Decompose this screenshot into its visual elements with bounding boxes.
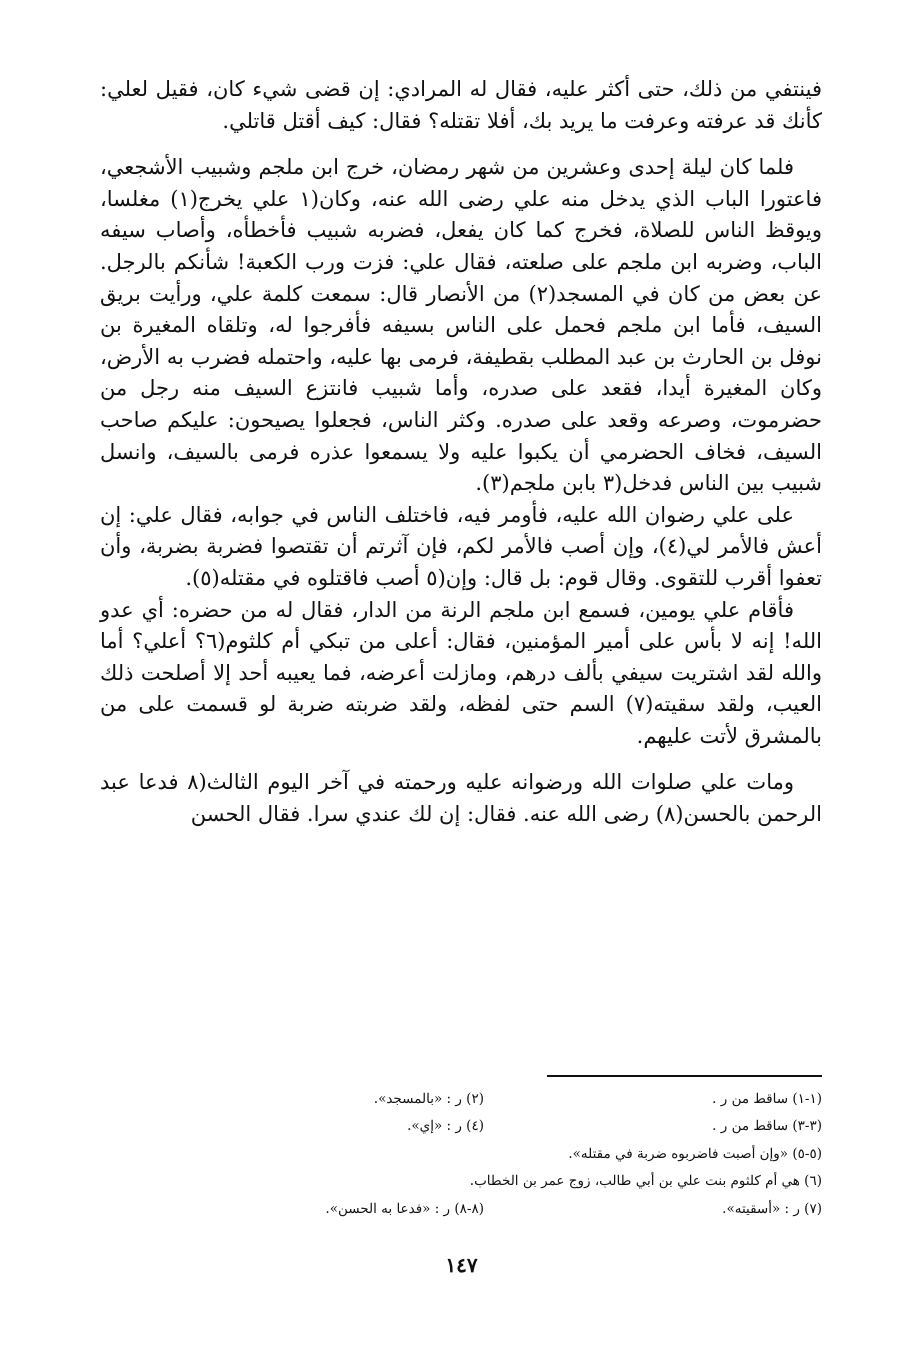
footnote-3-3: (٣-٣) ساقط من ر . [712,1118,822,1135]
footnote-divider [547,1075,822,1077]
footnote-row-2 [100,1113,822,1140]
footnote-8-8: (٨-٨) ر : «فدعا به الحسن». [325,1200,484,1217]
footnote-4: (٤) ر : «إي». [407,1118,484,1135]
footnotes-block [100,1086,822,1223]
paragraph-3: على علي رضوان الله عليه، فأومر فيه، فاختلف الناس في جوابه، فقال علي: إن أعش فالأمر لي(٤)، وإن أصب فالأمر لكم، فإن آثرتم أن تقتصوا فضربة بضربة، وأن تعفوا أقرب للتقوى. وقال قوم: بل قال: وإن(٥ أصب فاقتلوه في مقتله(٥). [100,502,822,590]
footnote-7: (٧) ر : «أسقيته». [722,1200,822,1217]
footnote-6: (٦) هي أم كلثوم بنت علي بن أبي طالب، زوج عمر بن الخطاب. [469,1173,822,1190]
footnote-2: (٢) ر : «بالمسجد». [373,1091,484,1107]
main-text-block [100,74,822,831]
paragraph-5: ومات علي صلوات الله ورضوانه عليه ورحمته في آخر اليوم الثالث(٨ فدعا عبد الرحمن بالحسن(٨) رضى الله عنه. فقال: إن لك عندي سرا. فقال الحسن [100,770,822,827]
page-number: ١٤٧ [445,1253,478,1277]
paragraph-4: فأقام علي يومين، فسمع ابن ملجم الرنة من الدار، فقال له من حضره: أي عدو الله! إنه لا بأس على أمير المؤمنين، فقال: أعلى من تبكي أم كلثوم(٦؟ أعلي؟ أما والله لقد اشتريت سيفي بألف درهم، ومازلت أعرضه، فما يعيبه أحد إلا أصلحت ذلك العيب، ولقد سقيته(٧) السم حتى لفظه، ولقد ضربته ضربة لو قسمت على من بالمشرق لأتت عليهم. [100,597,823,748]
paragraph-2: فلما كان ليلة إحدى وعشرين من شهر رمضان، خرج ابن ملجم وشبيب الأشجعي، فاعتورا الباب الذي يدخل منه علي رضى الله عنه، وكان(١ علي يخرج(١) مغلسا، ويوقظ الناس للصلاة، فخرج كما كان يفعل، فضربه شبيب فأخطأه، وأصاب سيفه الباب، وضربه ابن ملجم على صلعته، فقال علي: فزت ورب الكعبة! شأنكم بالرجل. عن بعض من كان في المسجد(٢) من الأنصار قال: سمعت كلمة علي، ورأيت بريق السيف، فأما ابن ملجم فحمل على الناس بسيفه فأفرجوا له، وتلقاه المغيرة بن نوفل بن الحارث بن عبد المطلب بقطيفة، فرمى بها عليه، واحتمله فضرب به الأرض، وكان المغيرة أيدا، فقعد على صدره، وأما شبيب فانتزع السيف منه رجل من حضرموت، وصرعه وقعد على صدره. وكثر الناس، فجعلوا يصيحون: عليكم صاحب السيف، فخاف الحضرمي أن يكبوا عليه ولا يسمعوا عذره فرمى بالسيف، وانسل شبيب بين الناس فدخل(٣ بابن ملجم(٣). [100,155,822,496]
footnote-1-1: (١-١) ساقط من ر . [712,1091,822,1107]
footnote-row-1 [100,1086,822,1113]
paragraph-1: فينتفي من ذلك، حتى أكثر عليه، فقال له المرادي: إن قضى شيء كان، فقيل لعلي: كأنك قد عرفته وعرفت ما يريد بك، أفلا تقتله؟ فقال: كيف أقتل قاتلي. [100,77,822,133]
footnote-5-5: (٥-٥) «وإن أصبت فاضربوه ضربة في مقتله». [568,1145,822,1162]
footnote-row-5 [100,1196,822,1223]
